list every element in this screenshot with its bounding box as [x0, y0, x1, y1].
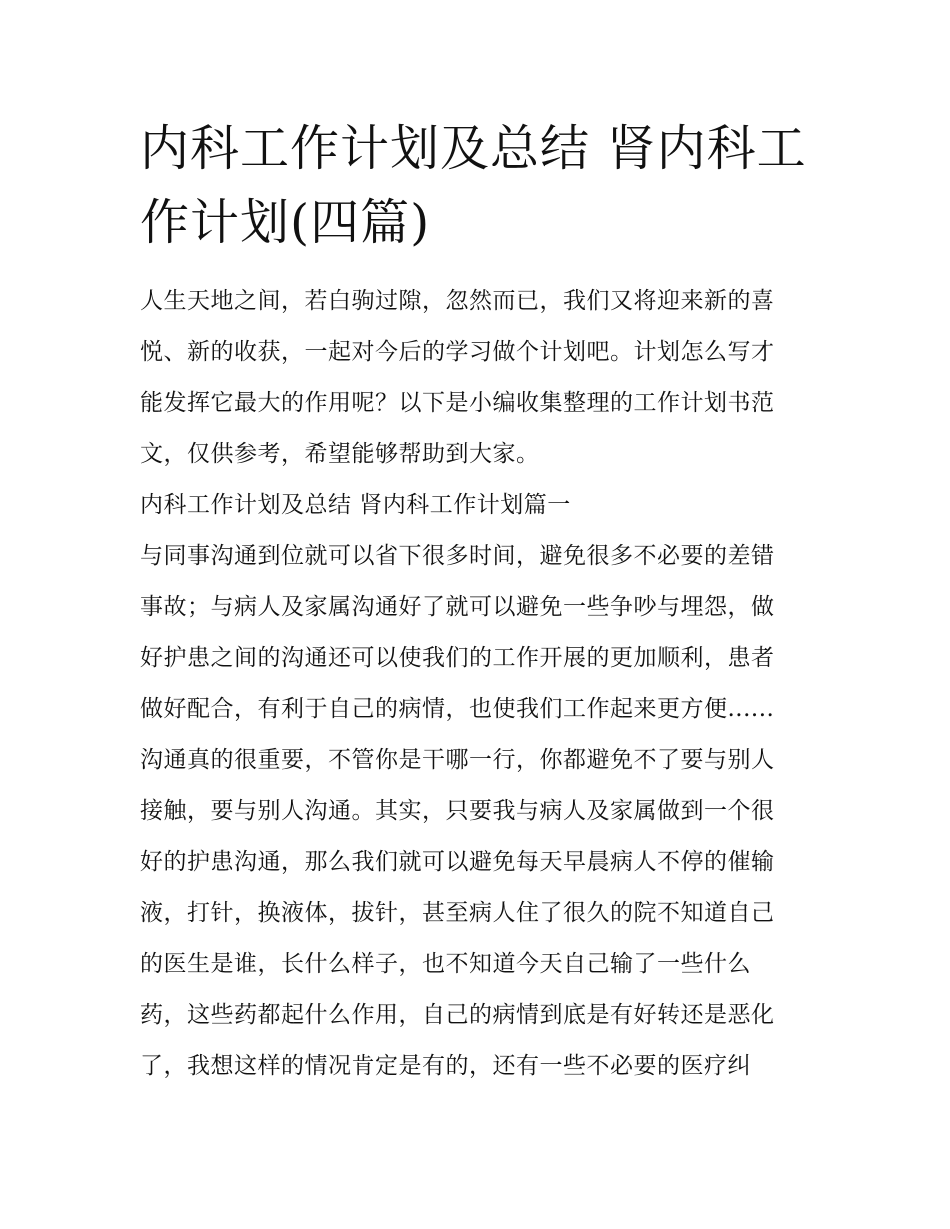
paragraph-line: 做好配合，有利于自己的病情，也使我们工作起来更方便...... [140, 696, 775, 722]
paragraph-line: 好护患之间的沟通还可以使我们的工作开展的更加顺利，患者 [140, 645, 775, 671]
paragraph-line: 事故；与病人及家属沟通好了就可以避免一些争吵与埋怨，做 [140, 594, 775, 620]
paragraph-line: 与同事沟通到位就可以省下很多时间，避免很多不必要的差错 [140, 543, 775, 569]
paragraph-line: 液，打针，换液体，拔针，甚至病人住了很久的院不知道自己 [140, 900, 775, 926]
title-line: 内科工作计划及总结 肾内科工 [140, 120, 807, 177]
section-heading: 内科工作计划及总结 肾内科工作计划篇一 [140, 492, 571, 518]
intro-line: 文，仅供参考，希望能够帮助到大家。 [140, 441, 540, 467]
paragraph-line: 接触，要与别人沟通。其实，只要我与病人及家属做到一个很 [140, 798, 775, 824]
intro-line: 悦、新的收获，一起对今后的学习做个计划吧。计划怎么写才 [140, 339, 775, 365]
paragraph-line: 沟通真的很重要，不管你是干哪一行，你都避免不了要与别人 [140, 747, 775, 773]
intro-line: 人生天地之间，若白驹过隙，忽然而已，我们又将迎来新的喜 [140, 288, 775, 314]
paragraph-line: 的医生是谁，长什么样子，也不知道今天自己输了一些什么 [140, 951, 751, 977]
title-line: 作计划(四篇) [140, 194, 431, 251]
paragraph-line: 好的护患沟通，那么我们就可以避免每天早晨病人不停的催输 [140, 849, 775, 875]
paragraph-line: 了，我想这样的情况肯定是有的，还有一些不必要的医疗纠 [140, 1053, 751, 1079]
intro-line: 能发挥它最大的作用呢？以下是小编收集整理的工作计划书范 [140, 390, 775, 416]
document-title [140, 112, 820, 260]
paragraph-line: 药，这些药都起什么作用，自己的病情到底是有好转还是恶化 [140, 1002, 775, 1028]
document-body [140, 276, 820, 1092]
